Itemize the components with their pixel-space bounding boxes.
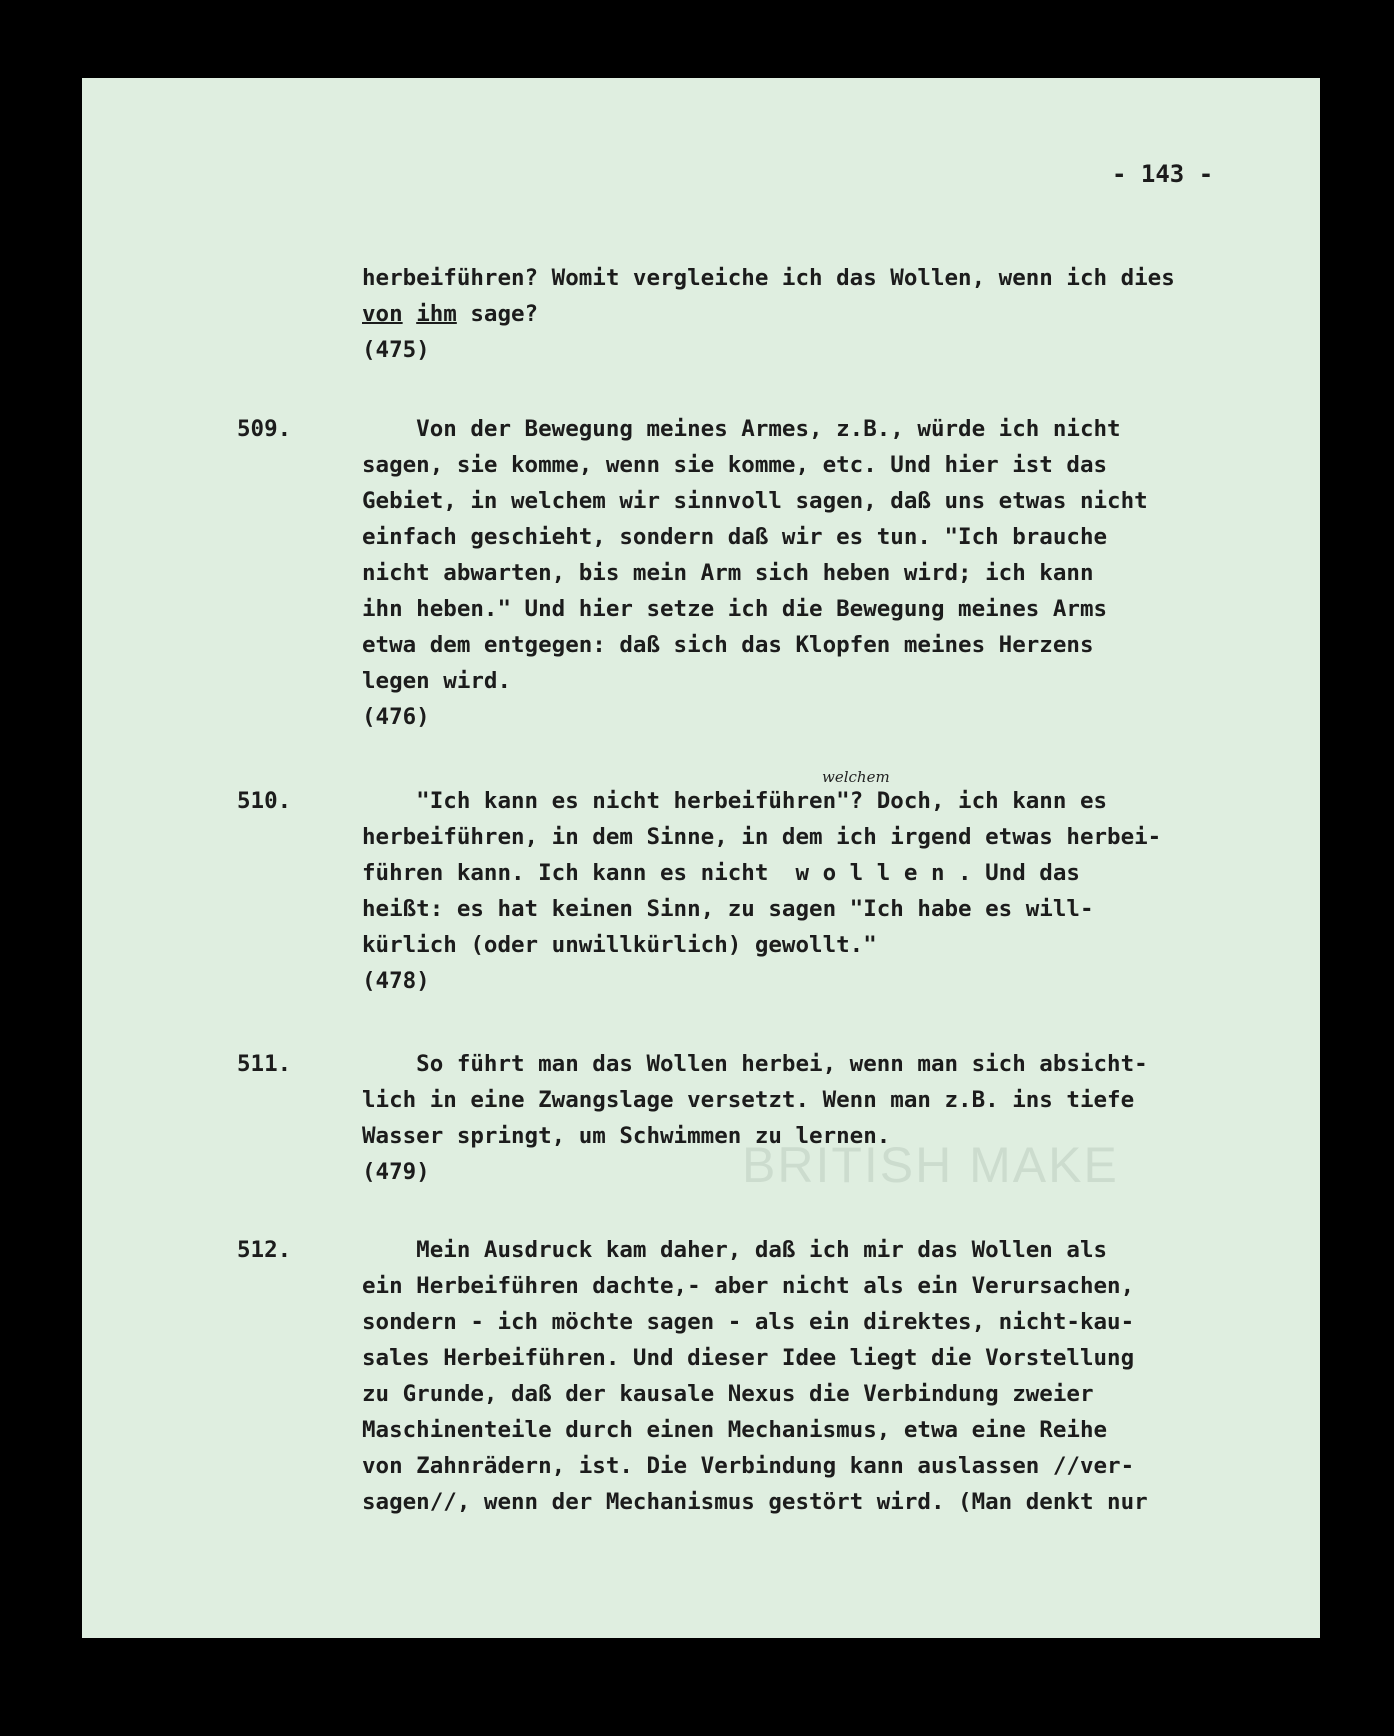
text-line: ihn heben." Und hier setze ich die Bewegung meines Arms (362, 596, 1108, 622)
text-line: herbeiführen? Womit vergleiche ich das Wollen, wenn ich dies (362, 265, 1175, 291)
text-line: einfach geschieht, sondern daß wir es tun. "Ich brauche (362, 524, 1108, 550)
section-number: 511. (237, 1051, 292, 1077)
text-line: etwa dem entgegen: daß sich das Klopfen meines Herzens (362, 632, 1094, 658)
text-line: So führt man das Wollen herbei, wenn man sich absicht- (362, 1051, 1148, 1077)
handwritten-insertion: welchem (822, 768, 890, 786)
text-line: lich in eine Zwangslage versetzt. Wenn man z.B. ins tiefe (362, 1087, 1135, 1113)
section-509 (362, 411, 1148, 735)
reference-number: (476) (362, 704, 430, 730)
text-line: Wasser springt, um Schwimmen zu lernen. (362, 1123, 891, 1149)
text-line: Mein Ausdruck kam daher, daß ich mir das Wollen als (362, 1237, 1108, 1263)
text-word: sage? (470, 301, 539, 327)
text-line: sales Herbeiführen. Und dieser Idee liegt die Vorstellung (362, 1345, 1135, 1371)
section-number: 512. (237, 1237, 292, 1263)
watermark: BRITISH MAKE (742, 1137, 1119, 1193)
section-511 (362, 1046, 1148, 1190)
text-line: Gebiet, in welchem wir sinnvoll sagen, daß uns etwas nicht (362, 488, 1148, 514)
text-line: Von der Bewegung meines Armes, z.B., würde ich nicht (362, 416, 1121, 442)
text-line: kürlich (oder unwillkürlich) gewollt." (362, 932, 877, 958)
text-line: herbeiführen, in dem Sinne, in dem ich irgend etwas herbei- (362, 824, 1162, 850)
underlined-word: von (362, 301, 403, 327)
text-line: ein Herbeiführen dachte,- aber nicht als ein Verursachen, (362, 1273, 1135, 1299)
text-line: legen wird. (362, 668, 512, 694)
text-line: zu Grunde, daß der kausale Nexus die Verbindung zweier (362, 1381, 1094, 1407)
text-line: sagen, sie komme, wenn sie komme, etc. Und hier ist das (362, 452, 1108, 478)
reference-number: (478) (362, 968, 430, 994)
page-number: - 143 - (1112, 160, 1214, 188)
continuation-block (362, 260, 1175, 368)
text-line: führen kann. Ich kann es nicht w o l l e n . Und das (362, 860, 1080, 886)
text-line: "Ich kann es nicht herbeiführen"? Doch, ich kann es (362, 788, 1108, 814)
reference-number: (475) (362, 337, 430, 363)
text-line: heißt: es hat keinen Sinn, zu sagen "Ich habe es will- (362, 896, 1094, 922)
text-line: sagen//, wenn der Mechanismus gestört wird. (Man denkt nur (362, 1489, 1148, 1515)
text-line: nicht abwarten, bis mein Arm sich heben wird; ich kann (362, 560, 1094, 586)
text-line (362, 296, 1175, 332)
document-page (82, 78, 1320, 1638)
reference-number: (479) (362, 1159, 430, 1185)
section-512 (362, 1232, 1148, 1520)
section-number: 509. (237, 416, 292, 442)
section-number: 510. (237, 788, 292, 814)
section-510 (362, 783, 1161, 999)
text-line: sondern - ich möchte sagen - als ein direktes, nicht-kau- (362, 1309, 1135, 1335)
text-line: von Zahnrädern, ist. Die Verbindung kann auslassen //ver- (362, 1453, 1135, 1479)
underlined-word: ihm (416, 301, 457, 327)
text-line: Maschinenteile durch einen Mechanismus, etwa eine Reihe (362, 1417, 1108, 1443)
